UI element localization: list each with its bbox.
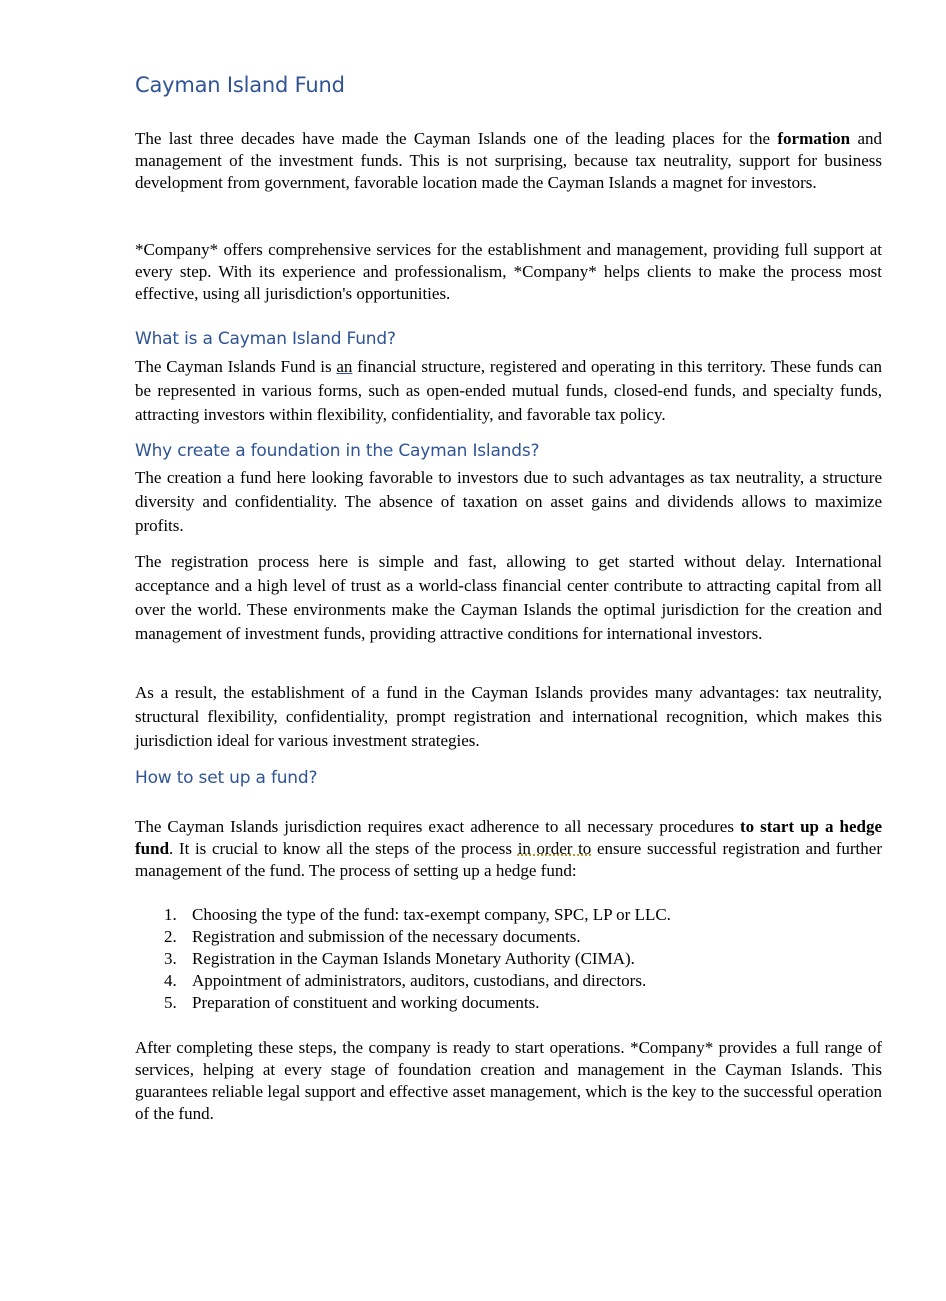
intro-paragraph-1: [135, 128, 882, 194]
steps-list: [135, 904, 882, 1014]
list-item: [135, 926, 882, 948]
list-item-text: Registration and submission of the necessary documents.: [192, 927, 581, 946]
list-item: [135, 970, 882, 992]
list-item-number: 2.: [164, 927, 177, 946]
intro-paragraph-2: *Company* offers comprehensive services for the establishment and management, providing full support at every step. With its experience and professionalism, *Company* helps clients to make the process most effective, using all jurisdiction's opportunities.: [135, 240, 882, 303]
text-run: The last three decades have made the Cayman Islands one of the leading places for the: [135, 129, 778, 148]
list-item-text: Preparation of constituent and working documents.: [192, 993, 540, 1012]
list-item: [135, 948, 882, 970]
section2-paragraph-3: As a result, the establishment of a fund in the Cayman Islands provides many advantages: tax neutrality, structural flexibility, confidentiality, prompt registration and international recognition, which makes this jurisdiction ideal for various investment strategies.: [135, 683, 882, 750]
list-item-text: Registration in the Cayman Islands Monetary Authority (CIMA).: [192, 949, 635, 968]
text-run: financial structure, registered and operating in this territory. These funds can be represented in various forms, such as open-ended mutual funds, closed-end funds, and specialty funds, attracting investors within flexibility, confidentiality, and favorable tax policy.: [135, 357, 882, 424]
list-item-number: 1.: [164, 905, 177, 924]
text-run: . It is crucial to know all the steps of the process: [169, 839, 518, 858]
text-run: The Cayman Islands Fund is: [135, 357, 337, 376]
text-run: and management of the investment funds. This is not surprising, because tax neutrality, support for business development from government, favorable location made the Cayman Islands a magnet for investors.: [135, 129, 882, 192]
dotted-underlined-phrase: in order to: [517, 839, 592, 858]
section-heading-why-create: Why create a foundation in the Cayman Islands?: [135, 441, 540, 461]
section-heading-what-is: What is a Cayman Island Fund?: [135, 329, 396, 349]
section-heading-how-to: How to set up a fund?: [135, 768, 318, 788]
bold-text: to start up a hedge fund: [135, 817, 882, 858]
list-item-text: Appointment of administrators, auditors, custodians, and directors.: [192, 971, 647, 990]
closing-paragraph: After completing these steps, the company is ready to start operations. *Company* provides a full range of services, helping at every stage of foundation creation and management in the Cayman Islands. This guarantees reliable legal support and effective asset management, which is the key to the successful operation of the fund.: [135, 1038, 882, 1123]
list-item-number: 3.: [164, 949, 177, 968]
section1-paragraph: [135, 355, 882, 427]
list-item: [135, 904, 882, 926]
page-title: Cayman Island Fund: [135, 73, 345, 97]
text-run: The Cayman Islands jurisdiction requires exact adherence to all necessary procedures: [135, 817, 740, 836]
list-item: [135, 992, 882, 1014]
section3-paragraph: [135, 816, 882, 882]
bold-text: formation: [777, 129, 851, 148]
list-item-text: Choosing the type of the fund: tax-exempt company, SPC, LP or LLC.: [192, 905, 671, 924]
list-item-number: 4.: [164, 971, 177, 990]
section2-paragraph-1: The creation a fund here looking favorable to investors due to such advantages as tax neutrality, a structure diversity and confidentiality. The absence of taxation on asset gains and dividends allows to maximize profits.: [135, 468, 882, 535]
text-run: ensure successful registration and further management of the fund. The process of setting up a hedge fund:: [135, 839, 882, 880]
section2-paragraph-2: The registration process here is simple and fast, allowing to get started without delay. International acceptance and a high level of trust as a world-class financial center contribute to attracting capital from all over the world. These environments make the Cayman Islands the optimal jurisdiction for the creation and management of investment funds, providing attractive conditions for international investors.: [135, 552, 882, 643]
list-item-number: 5.: [164, 993, 177, 1012]
underlined-word: an: [336, 357, 353, 376]
